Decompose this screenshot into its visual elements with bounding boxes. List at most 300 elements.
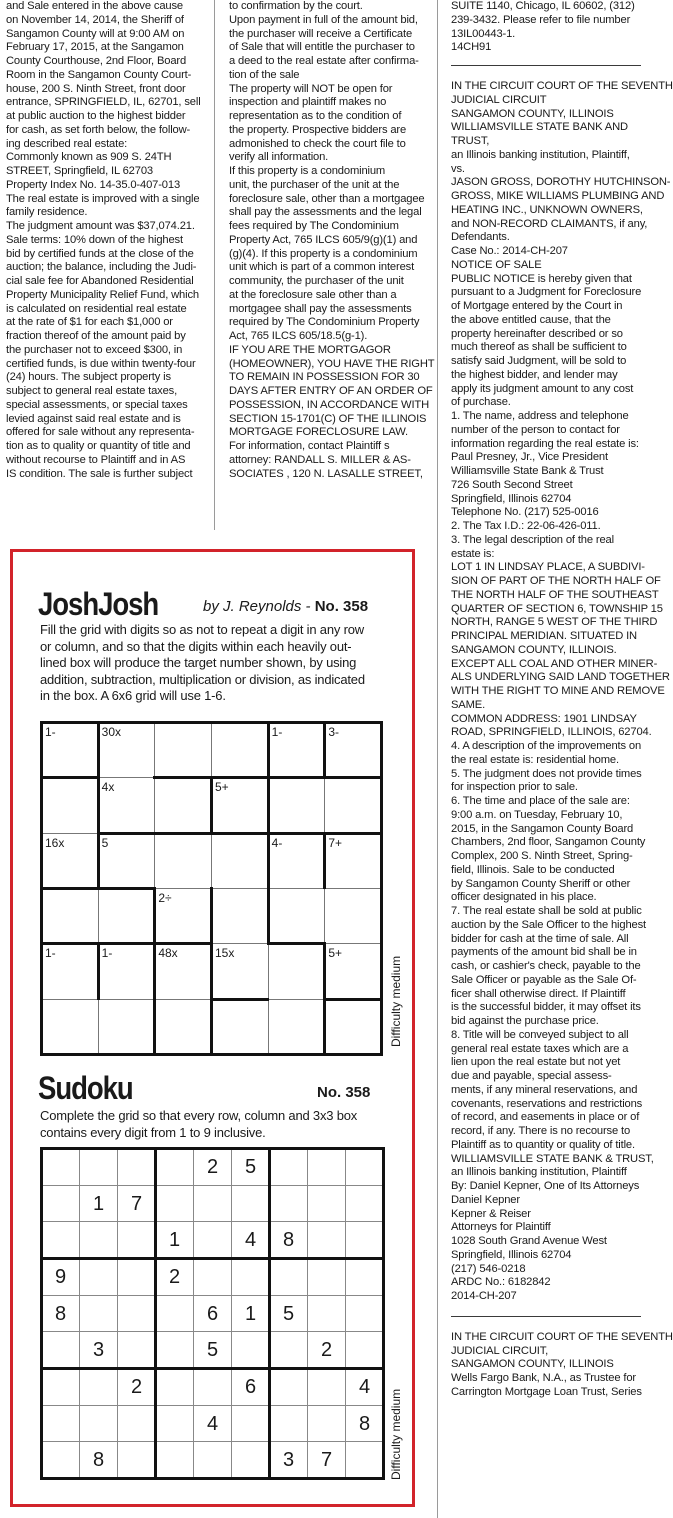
joshjosh-cell[interactable] — [268, 888, 326, 944]
sudoku-cell[interactable]: 7 — [117, 1185, 156, 1223]
notice-text-line: much thereof as shall be sufficient to — [451, 341, 627, 354]
notice-text-line: JASON GROSS, DOROTHY HUTCHINSON- — [451, 176, 671, 189]
sudoku-cell[interactable]: 4 — [231, 1221, 270, 1259]
notice-text-line: 2. The Tax I.D.: 22-06-426-011. — [451, 520, 601, 532]
sudoku-cell[interactable] — [155, 1405, 194, 1443]
notice-text-line: (24) hours. The subject property is — [6, 371, 171, 384]
notice-text-line: THE NORTH HALF OF THE SOUTHEAST — [451, 588, 659, 601]
sudoku-cell[interactable]: 8 — [345, 1405, 384, 1443]
cage-border — [267, 776, 326, 779]
notice-text-line: pursuant to a Judgment for Foreclosure — [451, 286, 642, 299]
notice-text-line: fees required by The Condominium — [229, 220, 399, 232]
joshjosh-cell[interactable]: 3- — [324, 722, 382, 778]
joshjosh-cell[interactable] — [211, 833, 269, 889]
cage-border — [153, 776, 212, 779]
notice-text-line: (HOMEOWNER), YOU HAVE THE RIGHT — [229, 357, 435, 370]
sudoku-number: No. 358 — [317, 1084, 371, 1101]
joshjosh-cell[interactable]: 4x — [98, 777, 156, 833]
sudoku-cell[interactable] — [155, 1441, 194, 1479]
box-border — [40, 1367, 385, 1370]
notice-text-line: County Courthouse, 2nd Floor, Board — [6, 55, 187, 67]
sudoku-cell[interactable] — [231, 1258, 270, 1296]
sudoku-cell[interactable]: 4 — [193, 1405, 232, 1443]
notice-text-line: offered for sale without any representa- — [6, 426, 195, 439]
sudoku-cell[interactable]: 2 — [155, 1258, 194, 1296]
sudoku-cell[interactable] — [117, 1295, 156, 1333]
notice-text-line: SECTION 15-1701(C) OF THE ILLINOIS — [229, 412, 427, 425]
joshjosh-cell[interactable] — [268, 777, 326, 833]
legal-notice-column-3 — [451, 0, 673, 1518]
sudoku-cell[interactable] — [155, 1331, 194, 1369]
notice-text-line: verify all information. — [229, 151, 329, 164]
instruction-line: addition, subtraction, multiplication or division, as indicated — [40, 671, 365, 687]
cage-border — [323, 832, 382, 835]
notice-text-line: WILLIAMSVILLE STATE BANK AND — [451, 121, 628, 134]
notice-text-line: The property will NOT be open for — [229, 82, 393, 95]
cage-border — [210, 998, 213, 1055]
sudoku-cell[interactable] — [231, 1405, 270, 1443]
notice-text-line: IS condition. The sale is further subject — [6, 467, 193, 480]
sudoku-cell[interactable] — [117, 1331, 156, 1369]
joshjosh-cell[interactable] — [324, 999, 382, 1055]
notice-text-line: tion of the sale — [229, 68, 300, 81]
notice-text-line: Plaintiff as to quantity or quality of title. — [451, 1138, 635, 1151]
notice-text-line: unit, the purchaser of the unit at the — [229, 178, 400, 191]
notice-text-line: for inspection prior to sale. — [451, 781, 578, 794]
notice-text-line: GROSS, MIKE WILLIAMS PLUMBING AND — [451, 190, 665, 202]
notice-text-line: payments of the amount bid shall be in — [451, 946, 637, 959]
notice-text-line: IN THE CIRCUIT COURT OF THE SEVENTH — [451, 80, 673, 92]
cage-border — [323, 721, 326, 778]
notice-text-line: 2014-CH-207 — [451, 1290, 517, 1302]
notice-text-line: 6. The time and place of the sale are: — [451, 795, 630, 807]
notice-text-line: house, 200 S. Ninth Street, front door — [6, 82, 186, 95]
sudoku-cell[interactable]: 3 — [79, 1331, 118, 1369]
joshjosh-cell[interactable] — [211, 999, 269, 1055]
notice-text-line: at the rate of $1 for each $1,000 or — [6, 316, 173, 329]
notice-text-line: to confirmation by the court. — [229, 0, 363, 12]
cage-border — [323, 942, 326, 999]
sudoku-cell[interactable] — [193, 1258, 232, 1296]
cage-border — [97, 942, 156, 945]
notice-text-line: Attorneys for Plaintiff — [451, 1221, 551, 1234]
cage-border — [323, 998, 382, 1001]
joshjosh-cell[interactable] — [154, 999, 212, 1055]
notice-separator — [451, 1316, 641, 1317]
notice-text-line: auction; the balance, including the Judi- — [6, 261, 197, 274]
notice-text-line: unit which is part of a common interest — [229, 261, 415, 274]
notice-text-line: lien upon the real estate but not yet — [451, 1056, 621, 1069]
joshjosh-cell[interactable] — [154, 833, 212, 889]
sudoku-cell[interactable] — [345, 1331, 384, 1369]
sudoku-cell[interactable]: 3 — [269, 1441, 308, 1479]
joshjosh-cell[interactable]: 16x — [41, 833, 99, 889]
notice-text-line: the property. Prospective bidders are — [229, 123, 407, 136]
notice-text-line: Property Municipality Relief Fund, which — [6, 288, 199, 301]
notice-text-line: auction by the Sale Officer to the highest — [451, 918, 646, 931]
notice-text-line: the highest bidder, and lender may — [451, 368, 618, 381]
cage-border — [267, 721, 270, 778]
joshjosh-cell[interactable]: 1- — [41, 943, 99, 999]
sudoku-cell[interactable] — [41, 1441, 80, 1479]
sudoku-cell[interactable] — [307, 1405, 346, 1443]
sudoku-cell[interactable] — [79, 1148, 118, 1186]
cage-border — [153, 887, 156, 944]
notice-text-line: 4. A description of the improvements on — [451, 740, 642, 752]
instruction-line: contains every digit from 1 to 9 inclusive. — [40, 1124, 266, 1140]
sudoku-title: Sudoku — [38, 1070, 133, 1106]
notice-text-line: Wells Fargo Bank, N.A., as Trustee for — [451, 1372, 636, 1384]
notice-text-line: levied against said real estate and is — [6, 412, 181, 425]
sudoku-cell[interactable]: 8 — [269, 1221, 308, 1259]
notice-text-line: community, the purchaser of the unit — [229, 275, 404, 287]
notice-text-line: tion as to quality or quantity of title and — [6, 440, 191, 452]
cage-border — [40, 942, 99, 945]
notice-text-line: By: Daniel Kepner, One of Its Attorneys — [451, 1180, 640, 1192]
notice-text-line: Property Index No. 14-35.0-407-013 — [6, 178, 181, 191]
joshjosh-cell[interactable] — [324, 888, 382, 944]
notice-text-line: Springfield, Illinois 62704 — [451, 1248, 572, 1261]
notice-text-line: of Sale that will entitle the purchaser to — [229, 41, 415, 54]
notice-text-line: TO REMAIN IN POSSESSION FOR 30 — [229, 371, 420, 384]
sudoku-cell[interactable] — [41, 1368, 80, 1406]
joshjosh-cell[interactable] — [98, 999, 156, 1055]
sudoku-cell[interactable]: 1 — [231, 1295, 270, 1333]
instruction-line: or column, and so that the digits within each heavily out- — [40, 638, 352, 654]
cage-border — [40, 721, 382, 724]
cage-border — [40, 776, 99, 779]
sudoku-cell[interactable] — [345, 1258, 384, 1296]
box-border — [40, 1257, 385, 1260]
sudoku-cell[interactable]: 5 — [193, 1331, 232, 1369]
joshjosh-cell[interactable] — [154, 777, 212, 833]
sudoku-cell[interactable]: 2 — [117, 1368, 156, 1406]
sudoku-cell[interactable] — [231, 1441, 270, 1479]
cage-border — [97, 776, 100, 833]
sudoku-cell[interactable] — [269, 1368, 308, 1406]
notice-text-line: Act, 765 ILCS 605/18.5(g-1). — [229, 330, 368, 342]
cage-border — [210, 832, 269, 835]
sudoku-cell[interactable] — [79, 1295, 118, 1333]
joshjosh-grid — [41, 722, 381, 1054]
sudoku-cell[interactable]: 9 — [41, 1258, 80, 1296]
notice-text-line: satisfy said Judgment, will be sold to — [451, 355, 627, 367]
notice-text-line: information regarding the real estate is: — [451, 437, 639, 450]
notice-text-line: cial sale fee for Abandoned Residential — [6, 275, 194, 287]
sudoku-cell[interactable]: 8 — [79, 1441, 118, 1479]
notice-text-line: the purchaser not to exceed $300, in — [6, 343, 183, 356]
sudoku-cell[interactable] — [269, 1331, 308, 1369]
joshjosh-cell[interactable]: 5+ — [324, 943, 382, 999]
sudoku-cell[interactable] — [155, 1295, 194, 1333]
joshjosh-title: JoshJosh — [38, 586, 159, 622]
sudoku-cell[interactable] — [231, 1331, 270, 1369]
notice-text-line: at the foreclosure sale other than a — [229, 288, 397, 301]
joshjosh-cell[interactable]: 5+ — [211, 777, 269, 833]
notice-text-line: by Sangamon County Sheriff or other — [451, 877, 631, 890]
puzzle-box — [10, 549, 415, 1507]
notice-text-line: NOTICE OF SALE — [451, 258, 542, 271]
notice-text-line: The real estate is improved with a single — [6, 192, 200, 205]
sudoku-grid — [41, 1148, 383, 1478]
sudoku-cell[interactable] — [79, 1221, 118, 1259]
notice-text-line: special assessments, or special taxes — [6, 398, 188, 411]
notice-text-line: ficer shall otherwise direct. If Plaintiff — [451, 987, 626, 1000]
notice-separator — [451, 65, 641, 66]
sudoku-cell[interactable] — [41, 1405, 80, 1443]
notice-text-line: Carrington Mortgage Loan Trust, Series — [451, 1385, 642, 1398]
sudoku-cell[interactable] — [41, 1221, 80, 1259]
notice-text-line: the above entitled cause, that the — [451, 313, 611, 326]
sudoku-cell[interactable]: 6 — [193, 1295, 232, 1333]
notice-text-line: representation as to the condition of — [229, 110, 402, 122]
notice-text-line: property hereinafter described or so — [451, 327, 623, 340]
notice-text-line: WITH THE RIGHT TO MINE AND REMOVE — [451, 685, 665, 697]
notice-text-line: PRINCIPAL MERIDIAN. SITUATED IN — [451, 630, 637, 642]
legal-notice-column-1 — [6, 0, 209, 532]
sudoku-cell[interactable] — [307, 1258, 346, 1296]
sudoku-cell[interactable] — [41, 1185, 80, 1223]
williamsville-notice-of-sale — [451, 80, 673, 1304]
notice-text-line: Chambers, 2nd floor, Sangamon County — [451, 836, 646, 849]
cage-border — [210, 887, 213, 944]
sudoku-cell[interactable]: 1 — [79, 1185, 118, 1223]
cage-border — [210, 942, 213, 999]
notice-text-line: record, if any. There is no recourse to — [451, 1125, 631, 1137]
cage-border — [323, 776, 382, 779]
box-border — [40, 1147, 43, 1480]
notice-text-line: covenants, reservations and restrictions — [451, 1097, 643, 1110]
notice-text-line: (217) 546-0218 — [451, 1262, 526, 1275]
notice-text-line: 7. The real estate shall be sold at public — [451, 905, 642, 917]
notice-text-line: 8. Title will be conveyed subject to all — [451, 1028, 629, 1041]
notice-text-line: and Sale entered in the above cause — [6, 0, 183, 12]
notice-text-line: of purchase. — [451, 396, 511, 409]
notice-text-line: DAYS AFTER ENTRY OF AN ORDER OF — [229, 385, 433, 397]
sudoku-cell[interactable] — [269, 1148, 308, 1186]
sudoku-cell[interactable]: 7 — [307, 1441, 346, 1479]
notice-text-line: is calculated on residential real estate — [6, 302, 187, 315]
sudoku-cell[interactable] — [117, 1221, 156, 1259]
sudoku-cell[interactable] — [269, 1405, 308, 1443]
joshjosh-cell[interactable]: 5 — [98, 833, 156, 889]
joshjosh-cell[interactable]: 30x — [98, 722, 156, 778]
notice-text-line: Property Act, 765 ILCS 605/9(g)(1) and — [229, 233, 418, 246]
joshjosh-cell[interactable] — [98, 888, 156, 944]
sudoku-cell[interactable] — [117, 1441, 156, 1479]
notice-text-line: JUDICIAL CIRCUIT — [451, 93, 547, 106]
sudoku-cell[interactable] — [155, 1185, 194, 1223]
notice-text-line: NORTH, RANGE 5 WEST OF THE THIRD — [451, 616, 658, 629]
notice-text-line: Paul Presney, Jr., Vice President — [451, 451, 608, 464]
notice-text-line: 1. The name, address and telephone — [451, 410, 629, 422]
legal-notice-column-2 — [229, 0, 435, 532]
joshjosh-cell[interactable]: 1- — [98, 943, 156, 999]
cage-border — [267, 776, 270, 833]
joshjosh-cell[interactable] — [41, 888, 99, 944]
sudoku-cell[interactable] — [155, 1368, 194, 1406]
joshjosh-cell[interactable]: 1- — [268, 722, 326, 778]
notice-text-line: ALS UNDERLYING SAID LAND TOGETHER — [451, 671, 670, 684]
sudoku-cell[interactable] — [79, 1405, 118, 1443]
sudoku-cell[interactable] — [345, 1221, 384, 1259]
cage-border — [267, 942, 326, 945]
sudoku-cell[interactable] — [307, 1185, 346, 1223]
sudoku-cell[interactable] — [307, 1221, 346, 1259]
sudoku-cell[interactable]: 2 — [307, 1331, 346, 1369]
joshjosh-cell[interactable] — [154, 722, 212, 778]
cage-border — [380, 721, 383, 1056]
notice-text-line: ments, if any mineral reservations, and — [451, 1083, 638, 1096]
notice-text-line: of record, and easements in place or of — [451, 1111, 640, 1124]
joshjosh-cell[interactable]: 2÷ — [154, 888, 212, 944]
cage-border — [97, 887, 156, 890]
notice-text-line: officer designated in his place. — [451, 891, 597, 904]
joshjosh-difficulty: Difficulty medium — [389, 955, 403, 1047]
cage-border — [97, 832, 156, 835]
notice-text-line: bid against the purchase price. — [451, 1015, 599, 1027]
notice-text-line: required by The Condominium Property — [229, 316, 420, 329]
sudoku-cell[interactable] — [41, 1148, 80, 1186]
sudoku-cell[interactable]: 5 — [231, 1148, 270, 1186]
sudoku-cell[interactable]: 1 — [155, 1221, 194, 1259]
joshjosh-cell[interactable] — [211, 888, 269, 944]
notice-text-line: cash, or cashier's check, payable to the — [451, 960, 641, 972]
notice-text-line: ing described real estate: — [6, 137, 128, 150]
sudoku-cell[interactable] — [41, 1331, 80, 1369]
joshjosh-cell[interactable]: 4- — [268, 833, 326, 889]
sudoku-cell[interactable] — [79, 1368, 118, 1406]
sudoku-cell[interactable]: 5 — [269, 1295, 308, 1333]
notice-text-line: without recourse to Plaintiff and in AS — [6, 453, 186, 466]
joshjosh-instructions — [40, 622, 380, 705]
notice-text-line: subject to general real estate taxes, — [6, 385, 178, 397]
sudoku-cell[interactable] — [269, 1185, 308, 1223]
joshjosh-cell[interactable] — [324, 777, 382, 833]
column-divider — [214, 0, 215, 530]
notice-text-line: WILLIAMSVILLE STATE BANK & TRUST, — [451, 1152, 654, 1165]
joshjosh-cell[interactable]: 48x — [154, 943, 212, 999]
sudoku-cell[interactable] — [307, 1368, 346, 1406]
box-border — [268, 1147, 271, 1480]
notice-text-line: certified funds, is due within twenty-four — [6, 357, 196, 370]
notice-text-line: is the successful bidder, it may offset its — [451, 1001, 641, 1014]
notice-text-line: the real estate is: residential home. — [451, 753, 619, 766]
notice-text-line: Case No.: 2014-CH-207 — [451, 245, 568, 257]
notice-text-line: at public auction to the highest bidder — [6, 110, 186, 122]
sudoku-cell[interactable] — [231, 1185, 270, 1223]
joshjosh-cell[interactable] — [268, 999, 326, 1055]
sudoku-cell[interactable] — [345, 1441, 384, 1479]
sudoku-cell[interactable] — [269, 1258, 308, 1296]
sudoku-cell[interactable] — [345, 1185, 384, 1223]
notice-text-line: 14CH91 — [451, 41, 492, 54]
cage-border — [97, 942, 100, 999]
joshjosh-cell[interactable]: 7+ — [324, 833, 382, 889]
notice-text-line: general real estate taxes which are a — [451, 1042, 629, 1055]
notice-text-line: EXCEPT ALL COAL AND OTHER MINER- — [451, 657, 658, 670]
sudoku-cell[interactable] — [193, 1441, 232, 1479]
notice-text-line: bidder for cash at the time of sale. All — [451, 932, 629, 945]
sudoku-cell[interactable] — [193, 1368, 232, 1406]
sudoku-cell[interactable] — [117, 1148, 156, 1186]
box-border — [40, 1147, 385, 1150]
box-border — [382, 1147, 385, 1480]
joshjosh-cell[interactable]: 15x — [211, 943, 269, 999]
sudoku-cell[interactable] — [345, 1295, 384, 1333]
cage-border — [153, 942, 212, 945]
cage-border — [97, 832, 100, 889]
cage-border — [153, 942, 156, 999]
sudoku-cell[interactable] — [307, 1148, 346, 1186]
sudoku-cell[interactable] — [345, 1148, 384, 1186]
sudoku-cell[interactable] — [193, 1221, 232, 1259]
joshjosh-cell[interactable] — [268, 943, 326, 999]
cage-border — [267, 832, 326, 835]
sudoku-difficulty: Difficulty medium — [389, 1388, 403, 1480]
notice-text-line: bid by certified funds at the close of the — [6, 247, 194, 260]
joshjosh-cell[interactable] — [41, 777, 99, 833]
notice-text-line: vs. — [451, 162, 465, 175]
sudoku-cell[interactable] — [155, 1148, 194, 1186]
notice-text-line: SUITE 1140, Chicago, IL 60602, (312) — [451, 0, 635, 12]
notice-text-line: ROAD, SPRINGFIELD, ILLINOIS, 62704. — [451, 726, 652, 739]
notice-text-line: HEATING INC., UNKNOWN OWNERS, — [451, 203, 643, 216]
sudoku-cell[interactable] — [307, 1295, 346, 1333]
joshjosh-number: No. 358 — [314, 598, 369, 615]
notice-text-line: 9:00 a.m. on Tuesday, February 10, — [451, 808, 623, 821]
notice-text-line: MORTGAGE FORECLOSURE LAW. — [229, 426, 409, 439]
instruction-line: Fill the grid with digits so as not to repeat a digit in any row — [40, 622, 364, 637]
notice-text-line: IN THE CIRCUIT COURT OF THE SEVENTH — [451, 1330, 673, 1343]
notice-text-line: Springfield, Illinois 62704 — [451, 492, 572, 505]
notice-text-line: LOT 1 IN LINDSAY PLACE, A SUBDIVI- — [451, 561, 645, 574]
notice-text-line: 1028 South Grand Avenue West — [451, 1235, 607, 1247]
notice-text-line: Williamsville State Bank & Trust — [451, 465, 604, 477]
sudoku-cell[interactable] — [79, 1258, 118, 1296]
joshjosh-cell[interactable] — [41, 999, 99, 1055]
notice-text-line: TRUST, — [451, 135, 490, 147]
notice-text-line: 726 South Second Street — [451, 478, 573, 491]
notice-text-line: Commonly known as 909 S. 24TH — [6, 151, 172, 164]
notice-text-line: entrance, SPRINGFIELD, IL, 62701, sell — [6, 96, 201, 109]
sudoku-cell[interactable] — [117, 1405, 156, 1443]
notice-text-line: 2015, in the Sangamon County Board — [451, 822, 634, 835]
notice-text-line: JUDICIAL CIRCUIT, — [451, 1344, 549, 1357]
notice-text-line: on November 14, 2014, the Sheriff of — [6, 13, 184, 26]
sudoku-cell[interactable]: 6 — [231, 1368, 270, 1406]
notice-text-line: and NON-RECORD CLAIMANTS, if any, — [451, 217, 648, 230]
sudoku-cell[interactable]: 2 — [193, 1148, 232, 1186]
sudoku-cell[interactable] — [193, 1185, 232, 1223]
joshjosh-cell[interactable] — [211, 722, 269, 778]
cage-border — [323, 832, 326, 889]
notice-continuation — [451, 0, 647, 55]
notice-text-line: foreclosure sale, other than a mortgagee — [229, 192, 425, 205]
sudoku-cell[interactable]: 8 — [41, 1295, 80, 1333]
notice-text-line: of Mortgage entered by the Court in — [451, 300, 623, 312]
sudoku-cell[interactable] — [117, 1258, 156, 1296]
notice-text-line: field, Illinois. Sale to be conducted — [451, 863, 615, 876]
wells-fargo-notice — [451, 1330, 673, 1400]
sudoku-cell[interactable]: 4 — [345, 1368, 384, 1406]
joshjosh-cell[interactable]: 1- — [41, 722, 99, 778]
notice-text-line: SANGAMON COUNTY, ILLINOIS — [451, 1358, 614, 1371]
instruction-line: lined box will produce the target number shown, by using — [40, 655, 357, 670]
notice-text-line: February 17, 2015, at the Sangamon — [6, 41, 184, 54]
notice-text-line: ARDC No.: 6182842 — [451, 1276, 551, 1289]
notice-text-line: Kepner & Reiser — [451, 1207, 531, 1220]
